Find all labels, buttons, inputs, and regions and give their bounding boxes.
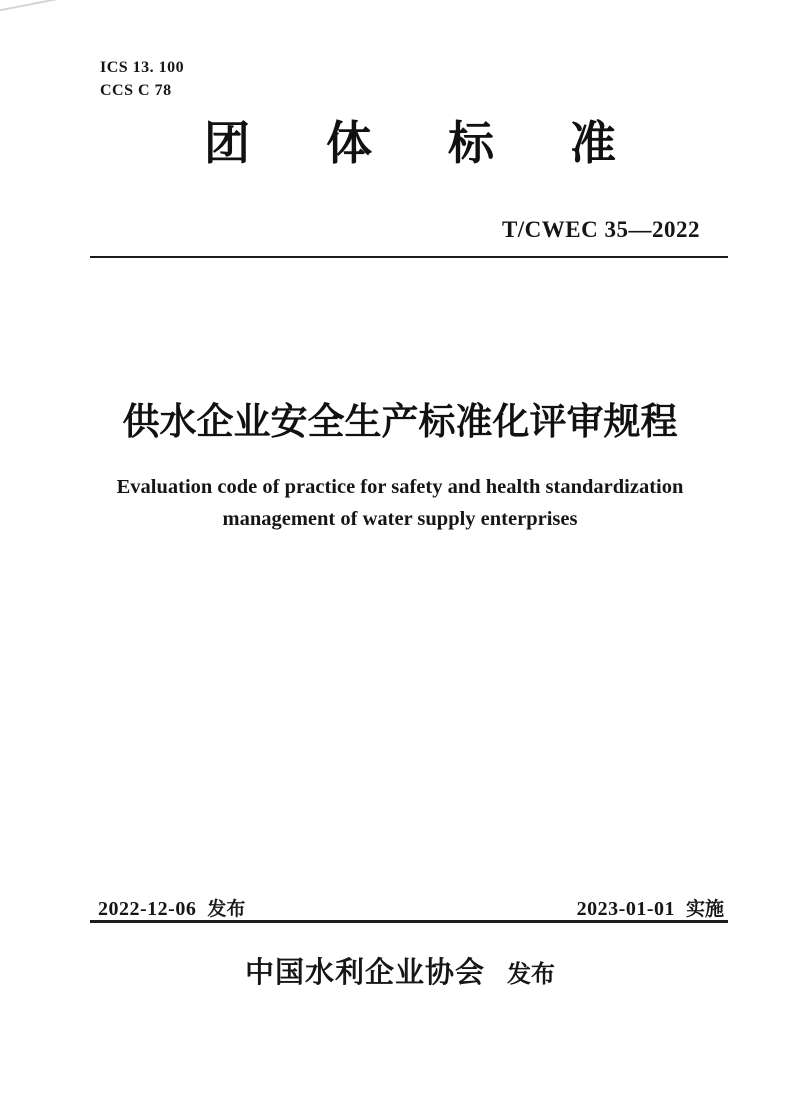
ics-code: ICS 13. 100 <box>100 59 185 76</box>
doc-type-char: 准 <box>570 117 616 169</box>
doc-type-char: 团 <box>204 117 250 169</box>
issue-date <box>98 894 245 921</box>
document-type-title <box>204 116 616 171</box>
classification-codes-block <box>100 56 184 102</box>
scan-artifact-line <box>0 0 57 12</box>
doc-type-char: 标 <box>448 117 494 169</box>
standard-title-en-line1: Evaluation code of practice for safety and health standardization <box>116 476 684 498</box>
publisher-action-label: 发布 <box>507 961 555 988</box>
dates-row <box>98 894 724 921</box>
standard-title-en-line2: management of water supply enterprises <box>222 508 578 530</box>
implementation-date <box>577 894 724 921</box>
issue-date-label: 发布 <box>207 899 246 920</box>
header-divider-rule <box>90 256 728 258</box>
standard-number: T/CWEC 35—2022 <box>501 217 700 242</box>
publisher-name: 中国水利企业协会 <box>244 957 485 989</box>
ccs-code: CCS C 78 <box>100 82 172 99</box>
doc-type-char: 体 <box>326 117 372 169</box>
footer-divider-rule <box>90 920 728 923</box>
standard-title-en <box>0 471 800 535</box>
issue-date-value: 2022-12-06 <box>98 898 197 920</box>
publisher-row <box>0 950 800 991</box>
implementation-date-label: 实施 <box>685 899 724 920</box>
standard-title-zh: 供水企业安全生产标准化评审规程 <box>122 401 678 442</box>
implementation-date-value: 2023-01-01 <box>576 898 675 920</box>
